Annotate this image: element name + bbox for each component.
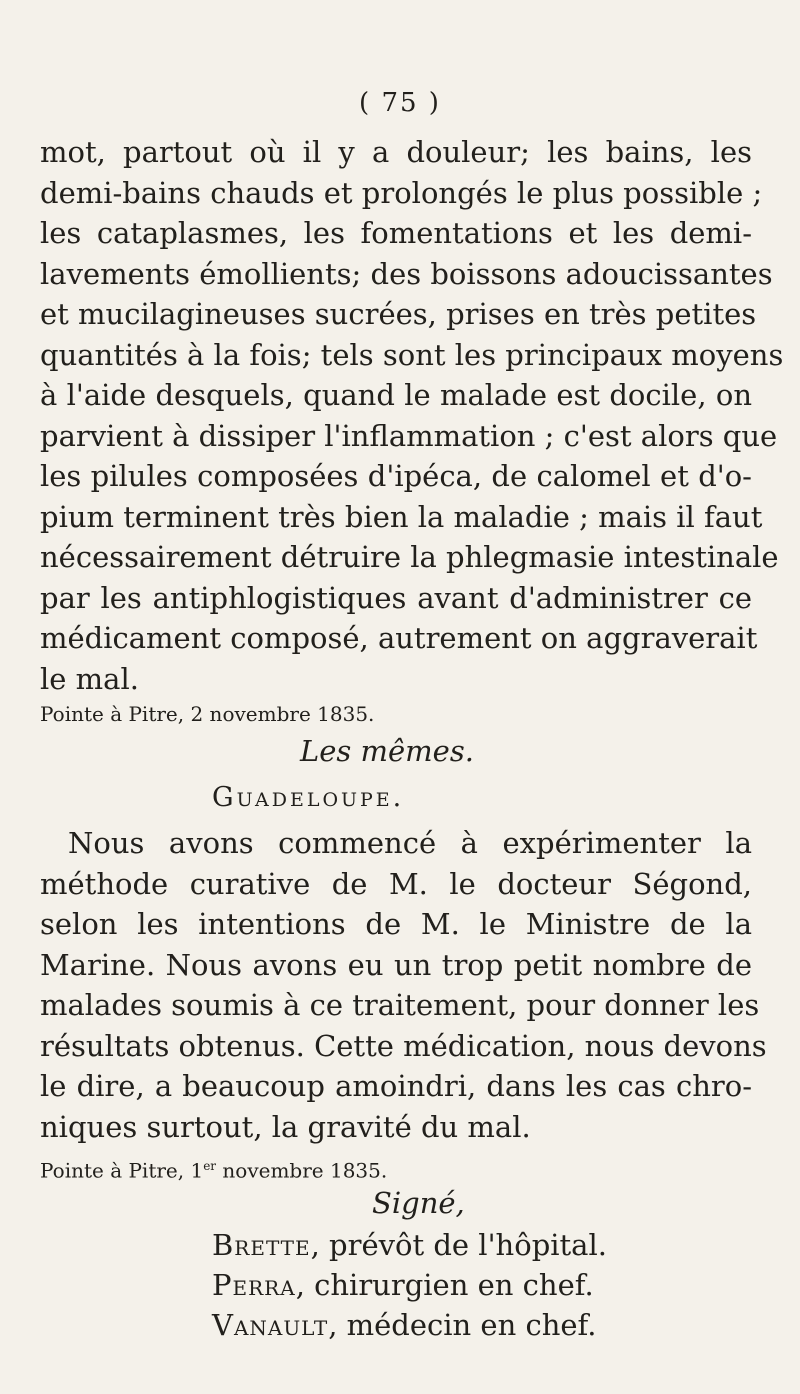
- signatory-title: , médecin en chef.: [328, 1308, 597, 1342]
- text-line: méthode curative de M. le docteur Ségond,: [40, 866, 752, 901]
- text-line: quantités à la fois; tels sont les principaux moyens: [40, 337, 784, 372]
- paragraph-treatment: [40, 132, 784, 699]
- text-line: les pilules composées d'ipéca, de calomel et d'o-: [40, 459, 752, 493]
- signatory-name: Perra: [212, 1268, 296, 1302]
- text-line: nécessairement détruire la phlegmasie intestinale: [40, 540, 779, 574]
- signatories: [40, 1225, 752, 1345]
- text-line: Marine. Nous avons eu un trop petit nombre de: [40, 947, 752, 982]
- text-line: selon les intentions de M. le Ministre de la: [40, 907, 752, 941]
- signatory-title: , prévôt de l'hôpital.: [310, 1228, 607, 1262]
- signed-label: Signé,: [372, 1186, 465, 1220]
- signatory-name: Vanault: [212, 1308, 329, 1342]
- text-line: pium terminent très bien la maladie ; mais il faut: [40, 499, 763, 534]
- signatory: [212, 1305, 752, 1345]
- text-line: les cataplasmes, les fomentations et les demi-: [40, 216, 752, 250]
- signatory: [212, 1265, 752, 1305]
- page-number: ( 75 ): [359, 88, 441, 118]
- signatory-title: , chirurgien en chef.: [295, 1268, 594, 1302]
- text-line: à l'aide desquels, quand le malade est docile, on: [40, 378, 752, 412]
- text-line: Nous avons commencé à expérimenter la: [68, 826, 752, 860]
- text-line: malades soumis à ce traitement, pour donner les: [40, 988, 760, 1022]
- dateline-second: [40, 1151, 752, 1181]
- text-line: niques surtout, la gravité du mal.: [40, 1109, 531, 1144]
- text-line: par les antiphlogistiques avant d'administrer ce: [40, 580, 752, 615]
- text-line: mot, partout où il y a douleur; les bains, les: [40, 135, 752, 169]
- dateline-part: Pointe à Pitre, 1: [40, 1158, 204, 1183]
- text-line: demi-bains chauds et prolongés le plus possible ;: [40, 175, 763, 210]
- text-line: médicament composé, autrement on aggraverait: [40, 621, 758, 655]
- text-line: le mal.: [40, 661, 139, 696]
- paragraph-guadeloupe: [40, 823, 767, 1147]
- text-line: le dire, a beaucoup amoindri, dans les cas chro-: [40, 1069, 752, 1103]
- dateline-part: novembre 1835.: [216, 1158, 388, 1183]
- dateline-first: Pointe à Pitre, 2 novembre 1835.: [40, 702, 375, 726]
- section-heading-guadeloupe: Guadeloupe.: [212, 782, 405, 813]
- dateline-superscript: er: [203, 1159, 217, 1173]
- text-line: résultats obtenus. Cette médication, nous devons: [40, 1028, 767, 1063]
- text-line: et mucilagineuses sucrées, prises en très petites: [40, 297, 757, 331]
- signatory-name: Brette: [212, 1228, 311, 1262]
- signature-les-memes: Les mêmes.: [300, 734, 474, 768]
- signatory: [212, 1225, 752, 1265]
- page-body: [40, 132, 784, 1345]
- text-line: parvient à dissiper l'inflammation ; c'est alors que: [40, 418, 778, 453]
- text-line: lavements émollients; des boissons adoucissantes: [40, 256, 773, 291]
